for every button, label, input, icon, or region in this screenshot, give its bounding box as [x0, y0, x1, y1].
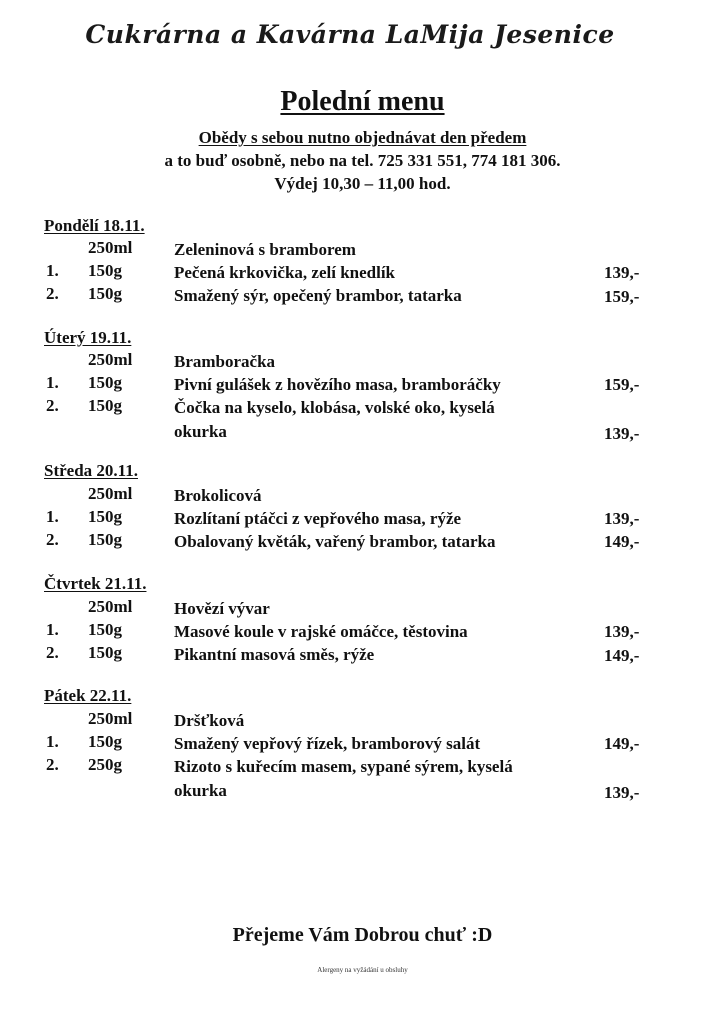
soup-name: Zeleninová s bramborem — [174, 240, 356, 259]
closing-wish: Přejeme Vám Dobrou chuť :D — [232, 924, 493, 946]
item-number: 2. — [46, 755, 59, 774]
item-dish-line-2: okurka — [174, 781, 227, 800]
menu-item-monday-2 — [0, 284, 725, 308]
day-heading-wednesday: Středa 20.11. — [44, 461, 138, 480]
item-number: 1. — [46, 620, 59, 639]
menu-item-tuesday-1 — [0, 373, 725, 397]
item-qty: 150g — [88, 507, 122, 526]
item-price: 149,- — [604, 646, 640, 665]
soup-qty: 250ml — [88, 597, 133, 616]
menu-item-tuesday-2 — [0, 396, 725, 444]
order-notice: Obědy s sebou nutno objednávat den předem — [198, 128, 527, 147]
day-heading-monday: Pondělí 18.11. — [44, 216, 145, 235]
soup-row-thursday — [0, 597, 725, 621]
soup-row-monday — [0, 238, 725, 262]
day-heading-tuesday: Úterý 19.11. — [44, 328, 132, 347]
item-number: 1. — [46, 732, 59, 751]
soup-qty: 250ml — [88, 238, 133, 257]
item-price: 139,- — [604, 509, 640, 528]
menu-item-monday-1 — [0, 261, 725, 285]
item-number: 1. — [46, 261, 59, 280]
item-number: 2. — [46, 643, 59, 662]
item-qty: 150g — [88, 620, 122, 639]
soup-qty: 250ml — [88, 350, 133, 369]
item-qty: 150g — [88, 373, 122, 392]
menu-item-thursday-2 — [0, 643, 725, 667]
item-price: 139,- — [604, 622, 640, 641]
day-heading-friday: Pátek 22.11. — [44, 686, 132, 705]
item-dish: Rozlítaní ptáčci z vepřového masa, rýže — [174, 509, 462, 528]
item-qty: 150g — [88, 261, 122, 280]
menu-item-friday-1 — [0, 732, 725, 756]
item-number: 2. — [46, 284, 59, 303]
item-qty: 150g — [88, 530, 122, 549]
item-qty: 150g — [88, 284, 122, 303]
item-dish-line-2: okurka — [174, 422, 227, 441]
allergen-note: Alergeny na vyžádání u obsluhy — [317, 966, 408, 974]
soup-qty: 250ml — [88, 484, 133, 503]
soup-name: Brokolicová — [174, 486, 262, 505]
menu-item-wednesday-2 — [0, 530, 725, 554]
item-dish: Smažený vepřový řízek, bramborový salát — [174, 734, 481, 753]
pickup-time: Výdej 10,30 – 11,00 hod. — [274, 174, 451, 193]
item-qty: 150g — [88, 732, 122, 751]
menu-item-friday-2 — [0, 755, 725, 803]
item-price: 159,- — [604, 287, 640, 306]
item-price: 139,- — [604, 424, 640, 443]
cafe-name-script: Cukrárna a Kavárna LaMija Jesenice — [85, 20, 615, 49]
item-dish-line-1: Rizoto s kuřecím masem, sypané sýrem, kyselá — [174, 757, 513, 776]
soup-row-tuesday — [0, 350, 725, 374]
item-price: 139,- — [604, 783, 640, 802]
soup-name: Hovězí vývar — [174, 599, 270, 618]
menu-item-thursday-1 — [0, 620, 725, 644]
soup-name: Dršťková — [174, 711, 245, 730]
item-number: 1. — [46, 373, 59, 392]
soup-row-friday — [0, 709, 725, 733]
item-dish: Pikantní masová směs, rýže — [174, 645, 375, 664]
item-number: 1. — [46, 507, 59, 526]
item-dish: Pečená krkovička, zelí knedlík — [174, 263, 395, 282]
item-dish: Smažený sýr, opečený brambor, tatarka — [174, 286, 462, 305]
item-dish: Pivní gulášek z hovězího masa, bramboráčky — [174, 375, 501, 394]
item-price: 149,- — [604, 532, 640, 551]
day-heading-thursday: Čtvrtek 21.11. — [44, 574, 147, 593]
soup-name: Bramboračka — [174, 352, 276, 371]
item-price: 149,- — [604, 734, 640, 753]
item-qty: 150g — [88, 396, 122, 415]
item-qty: 250g — [88, 755, 122, 774]
item-dish: Obalovaný květák, vařený brambor, tatarka — [174, 532, 496, 551]
page-title: Polední menu — [280, 86, 445, 117]
item-number: 2. — [46, 396, 59, 415]
soup-qty: 250ml — [88, 709, 133, 728]
item-number: 2. — [46, 530, 59, 549]
item-dish-line-1: Čočka na kyselo, klobása, volské oko, kyselá — [174, 398, 495, 417]
item-price: 159,- — [604, 375, 640, 394]
item-dish: Masové koule v rajské omáčce, těstovina — [174, 622, 468, 641]
menu-item-wednesday-1 — [0, 507, 725, 531]
soup-row-wednesday — [0, 484, 725, 508]
item-price: 139,- — [604, 263, 640, 282]
contact-line: a to buď osobně, nebo na tel. 725 331 551, 774 181 306. — [164, 151, 561, 170]
item-qty: 150g — [88, 643, 122, 662]
